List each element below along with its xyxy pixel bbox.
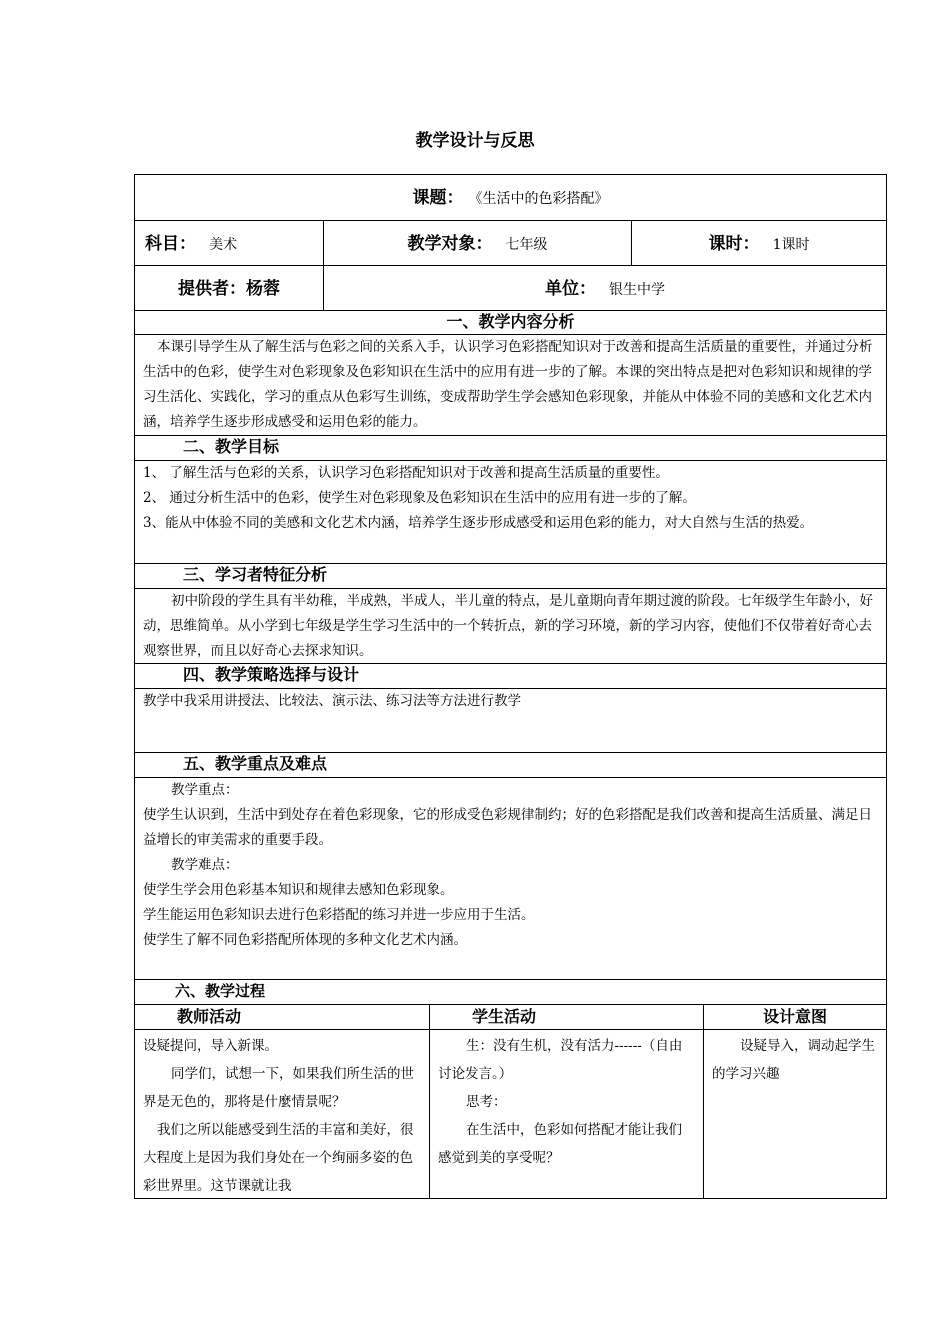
- hours-label: 课时：: [708, 234, 760, 254]
- process-header-row: [134, 1004, 887, 1029]
- section-3-body: [134, 588, 887, 663]
- section-1-text: 本课引导学生从了解生活与色彩之间的关系入手，认识学习色彩搭配知识对于改善和提高生活质量的重要性，并通过分析生活中的色彩，使学生对色彩现象及色彩知识在生活中的应用有进一步的了解。本课的突出特点是把对色彩知识和规律的学习生活化、实践化，学习的重点从色彩写生训练，变成帮助学生学会感知色彩现象，并能从中体验不同的美感和文化艺术内涵，培养学生逐步形成感受和运用色彩的能力。: [143, 339, 873, 430]
- section-1-heading: 一、教学内容分析: [446, 312, 575, 331]
- section-5-body: [134, 777, 887, 979]
- teacher-activity-text: 设疑提问，导入新课。: [143, 1038, 278, 1054]
- section-4-body: [134, 688, 887, 752]
- section-3-heading: 三、学习者特征分析: [183, 565, 328, 584]
- student-activity-text: 在生活中，色彩如何搭配才能让我们感觉到美的享受呢？: [438, 1122, 682, 1166]
- section-3-heading-row: [134, 563, 887, 588]
- section-4-text: 教学中我采用讲授法、比较法、演示法、练习法等方法进行教学: [143, 693, 521, 709]
- section-1-body: [134, 334, 887, 435]
- section-4-heading: 四、教学策略选择与设计: [183, 665, 360, 684]
- process-body-row: [134, 1029, 887, 1199]
- subject-value: 美术: [209, 237, 238, 253]
- section-6-heading: 六、教学过程: [175, 982, 266, 1000]
- provider-label: 提供者：杨蓉: [178, 279, 280, 299]
- goal-item: 2、 通过分析生活中的色彩，使学生对色彩现象及色彩知识在生活中的应用有进一步的了解。: [143, 490, 696, 506]
- section-1-heading-row: [134, 310, 887, 334]
- teacher-activity-text: 我们之所以能感受到生活的丰富和美好，很大程度上是因为我们身处在一个绚丽多姿的色彩世界里。这节课就让我: [143, 1122, 414, 1194]
- section-4-heading-row: [134, 663, 887, 688]
- section-2-heading: 二、教学目标: [183, 437, 280, 456]
- student-activity-text: 生：没有生机，没有活力------（自由讨论发言。）: [438, 1038, 683, 1082]
- hours-value: 1课时: [772, 237, 810, 253]
- key-point-label: 教学重点：: [171, 782, 239, 798]
- key-point-text: 使学生认识到，生活中到处存在着色彩现象，它的形成受色彩规律制约；好的色彩搭配是我们改善和提高生活质量、满足日益增长的审美需求的重要手段。: [143, 807, 872, 848]
- goal-item: 3、能从中体验不同的美感和文化艺术内涵，培养学生逐步形成感受和运用色彩的能力，对大自然与生活的热爱。: [143, 515, 814, 531]
- unit-value: 银生中学: [609, 282, 666, 298]
- section-5-heading: 五、教学重点及难点: [183, 754, 328, 773]
- section-2-heading-row: [134, 435, 887, 460]
- section-5-heading-row: [134, 752, 887, 777]
- unit-label: 单位：: [544, 279, 596, 299]
- student-activity-header: 学生活动: [472, 1007, 537, 1026]
- topic-row: [134, 174, 887, 220]
- difficulty-label: 教学难点：: [171, 857, 239, 873]
- document-title: 教学设计与反思: [415, 131, 535, 151]
- section-3-text: 初中阶段的学生具有半幼稚，半成熟，半成人，半儿童的特点，是儿童期向青年期过渡的阶段。七年级学生年龄小，好动，思维简单。从小学到七年级是学生学习生活中的一个转折点，新的学习环境，新的学习内容，使他们不仅带着好奇心去观察世界，而且以好奇心去探求知识。: [143, 593, 873, 659]
- topic-value: 《生活中的色彩搭配》: [468, 191, 609, 207]
- difficulty-item: 使学生了解不同色彩搭配所体现的多种文化艺术内涵。: [143, 932, 467, 948]
- section-6-heading-row: [134, 979, 887, 1004]
- audience-label: 教学对象：: [407, 234, 493, 254]
- teacher-activity-text: 同学们，试想一下，如果我们所生活的世界是无色的，那将是什麼情景呢？: [143, 1066, 414, 1110]
- design-intent-header: 设计意图: [762, 1007, 827, 1026]
- lesson-plan-table: [134, 174, 887, 1199]
- teacher-activity-header: 教师活动: [177, 1007, 242, 1026]
- subject-label: 科目：: [145, 234, 196, 254]
- difficulty-item: 学生能运用色彩知识去进行色彩搭配的练习并进一步应用于生活。: [143, 907, 535, 923]
- goal-item: 1、 了解生活与色彩的关系，认识学习色彩搭配知识对于改善和提高生活质量的重要性。: [143, 465, 669, 481]
- difficulty-item: 使学生学会用色彩基本知识和规律去感知色彩现象。: [143, 882, 454, 898]
- provider-row: [134, 265, 887, 310]
- design-intent-text: 设疑导入，调动起学生的学习兴趣: [712, 1038, 875, 1082]
- section-2-body: [134, 460, 887, 563]
- student-activity-text: 思考：: [466, 1094, 507, 1110]
- audience-value: 七年级: [505, 237, 548, 253]
- topic-label: 课题：: [412, 188, 464, 208]
- info-row: [134, 220, 887, 265]
